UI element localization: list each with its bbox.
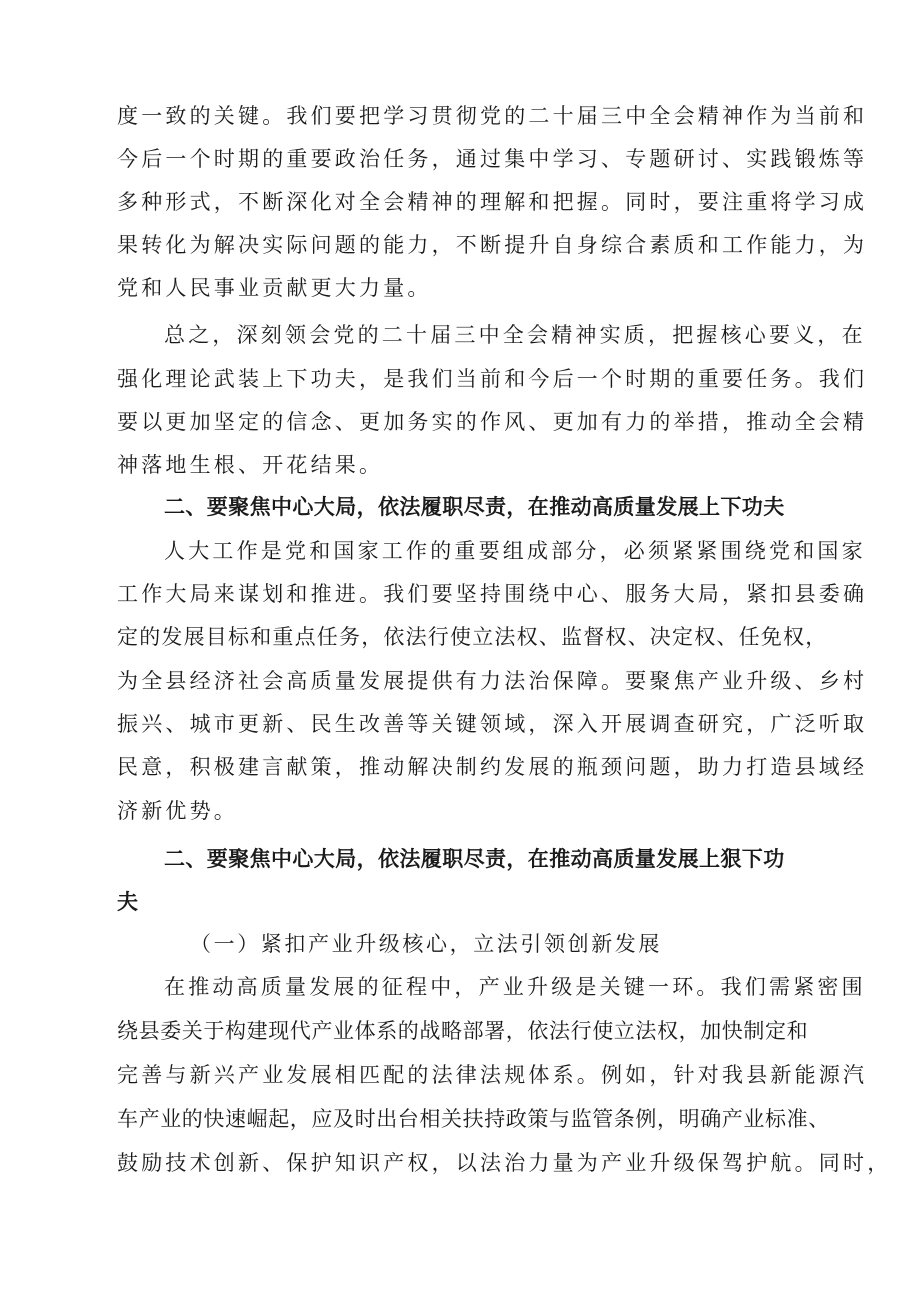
paragraph-line: 为全县经济社会高质量发展提供有力法治保障。要聚焦产业升级、乡村 — [117, 669, 868, 693]
section-heading: 夫 — [117, 890, 139, 914]
paragraph-line: 强化理论武装上下功夫，是我们当前和今后一个时期的重要任务。我们 — [117, 367, 868, 391]
paragraph-line: 鼓励技术创新、保护知识产权，以法治力量为产业升级保驾护航。同时， — [117, 1151, 892, 1175]
section-heading: 二、要聚焦中心大局，依法履职尽责，在推动高质量发展上狠下功 — [164, 847, 785, 871]
paragraph-line: 要以更加坚定的信念、更加务实的作风、更加有力的举措，推动全会精 — [117, 410, 868, 434]
section-heading: 二、要聚焦中心大局，依法履职尽责，在推动高质量发展上下功夫 — [164, 495, 785, 519]
paragraph-line: 人大工作是党和国家工作的重要组成部分，必须紧紧围绕党和国家 — [164, 539, 866, 563]
paragraph-line: 完善与新兴产业发展相匹配的法律法规体系。例如，针对我县新能源汽 — [117, 1063, 868, 1087]
paragraph-line: 绕县委关于构建现代产业体系的战略部署，依法行使立法权，加快制定和 — [117, 1019, 809, 1043]
subsection-heading: （一）紧扣产业升级核心，立法引领创新发展 — [190, 932, 662, 956]
paragraph-line: 神落地生根、开花结果。 — [117, 453, 384, 477]
paragraph-line: 度一致的关键。我们要把学习贯彻党的二十届三中全会精神作为当前和 — [117, 104, 868, 128]
paragraph-line: 党和人民事业贡献更大力量。 — [117, 276, 432, 300]
paragraph-line: 在推动高质量发展的征程中，产业升级是关键一环。我们需紧密围 — [164, 975, 866, 999]
paragraph-line: 工作大局来谋划和推进。我们要坚持围绕中心、服务大局，紧扣县委确 — [117, 582, 868, 606]
paragraph-line: 车产业的快速崛起，应及时出台相关扶持政策与监管条例，明确产业标准、 — [117, 1107, 830, 1131]
paragraph-line: 今后一个时期的重要政治任务，通过集中学习、专题研讨、实践锻炼等 — [117, 147, 868, 171]
paragraph-line: 民意，积极建言献策，推动解决制约发展的瓶颈问题，助力打造县域经 — [117, 755, 868, 779]
paragraph-line: 多种形式，不断深化对全会精神的理解和把握。同时，要注重将学习成 — [117, 190, 868, 214]
paragraph-line: 总之，深刻领会党的二十届三中全会精神实质，把握核心要义，在 — [164, 323, 866, 347]
paragraph-line: 定的发展目标和重点任务，依法行使立法权、监督权、决定权、任免权， — [117, 625, 828, 649]
paragraph-line: 济新优势。 — [117, 799, 238, 823]
paragraph-line: 果转化为解决实际问题的能力，不断提升自身综合素质和工作能力，为 — [117, 233, 868, 257]
paragraph-line: 振兴、城市更新、民生改善等关键领域，深入开展调查研究，广泛听取 — [117, 712, 868, 736]
